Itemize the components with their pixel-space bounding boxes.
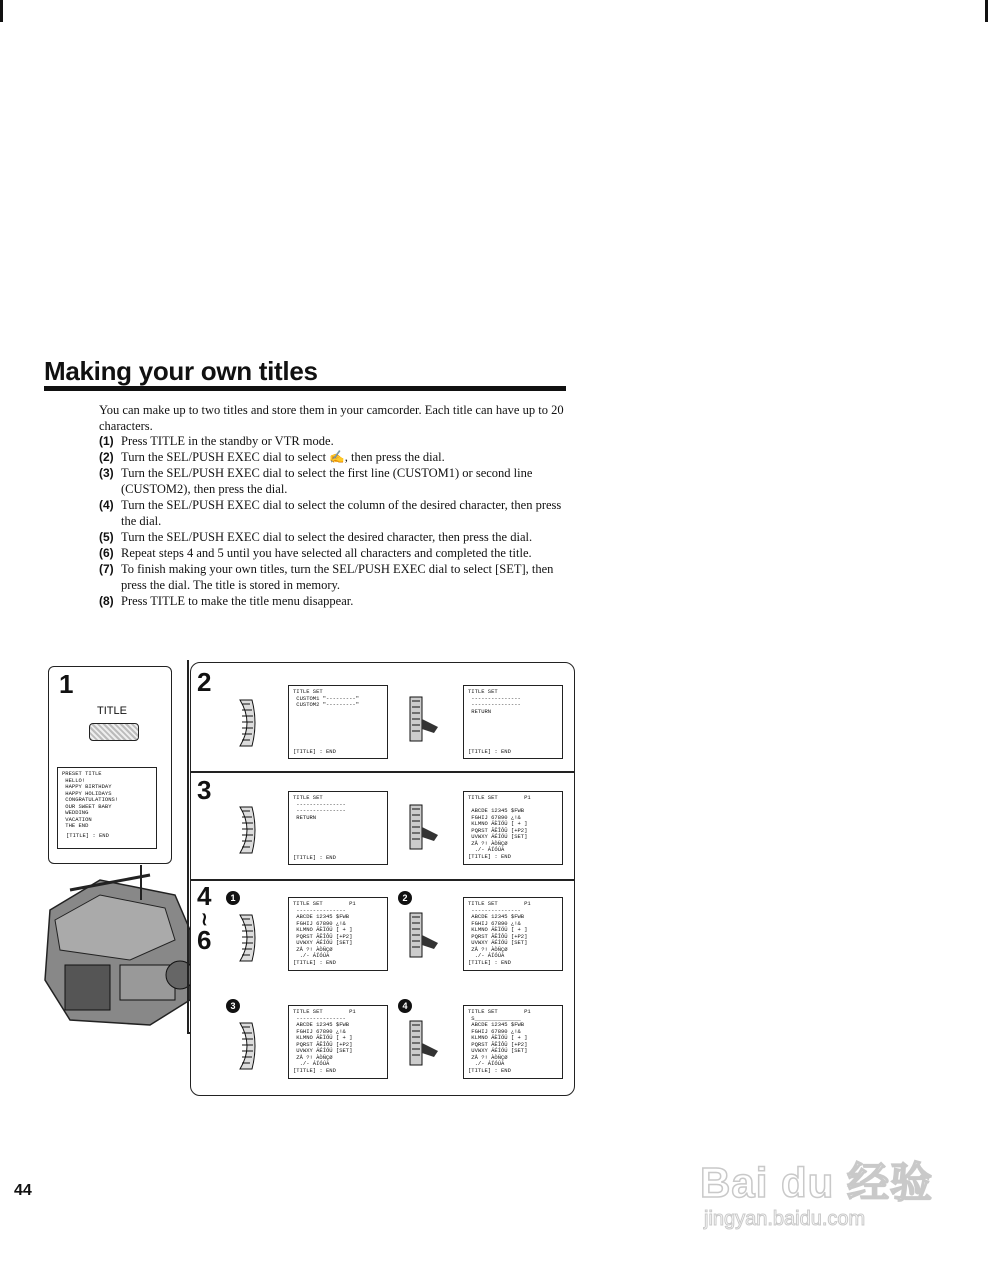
substep-circle-3: 3 (226, 999, 240, 1013)
step-text: Repeat steps 4 and 5 until you have selected all characters and completed the title. (121, 546, 532, 560)
step-number: (3) (99, 466, 114, 480)
instruction-figure (40, 660, 585, 1100)
step-number: (8) (99, 594, 114, 608)
hand-press-icon (406, 1017, 440, 1069)
step-item (99, 465, 569, 497)
baidu-watermark (700, 1150, 940, 1245)
step4-screen-4: TITLE SET P1 S______________ ABCDE 12345 $FWB FGHIJ 67890 ¿!& KLMNO ÄÈÏÖÜ [ + ] PQRST ÂÊÎÔÛ [+P2] UVWXY ÁÉÍÓÚ [SET] ZÅ ?! ÀÒÑÇØ ./- ÁÍÓÚÃ [TITLE] : END (463, 1005, 563, 1079)
watermark-logo-text: Bai du 经验 (700, 1159, 934, 1206)
screen-footer: [TITLE] : END (468, 747, 511, 755)
screen-text: TITLE SET --------------- --------------- RETURN (293, 794, 346, 821)
step-item (99, 561, 569, 593)
step-text: Press TITLE to make the title menu disappear. (121, 594, 354, 608)
step-item (99, 593, 569, 609)
panel-divider (191, 771, 574, 773)
camcorder-illustration (40, 870, 200, 1030)
screen-footer: [TITLE] : END (293, 747, 336, 755)
step-item (99, 433, 569, 449)
dial-icon (236, 913, 258, 963)
step3-screen-a (288, 791, 388, 865)
step3-number: 3 (197, 775, 212, 805)
step2-number: 2 (197, 667, 212, 697)
title-button (89, 723, 139, 741)
hand-press-icon (406, 909, 440, 961)
heading-rule (44, 386, 566, 391)
step-number: (1) (99, 434, 114, 448)
step2-screen-b (463, 685, 563, 759)
preset-title-screen-footer: [TITLE] : END (66, 832, 109, 839)
screen-text: TITLE SET CUSTOM1 "---------" CUSTOM2 "---------" (293, 688, 360, 708)
step-range-tilde: ≀ (201, 909, 208, 929)
dial-icon (236, 1021, 258, 1071)
step-item (99, 497, 569, 529)
step2-screen-a (288, 685, 388, 759)
intro-paragraph: You can make up to two titles and store them in your camcorder. Each title can have up to 20 characters. (99, 403, 564, 433)
screen-text: TITLE SET --------------- --------------- RETURN (468, 688, 521, 715)
step-text: Turn the SEL/PUSH EXEC dial to select ✍, then press the dial. (121, 450, 445, 464)
step-text: To finish making your own titles, turn the SEL/PUSH EXEC dial to select [SET], then press the dial. The title is stored in memory. (121, 562, 554, 592)
step4-screen-1: TITLE SET P1 --------------- ABCDE 12345 $FWB FGHIJ 67890 ¿!& KLMNO ÄÈÏÖÜ [ + ] PQRST ÂÊÎÔÛ [+P2] UVWXY ÁÉÍÓÚ [SET] ZÅ ?! ÀÒÑÇØ ./- ÁÍÓÚÃ [TITLE] : END (288, 897, 388, 971)
dial-icon (236, 698, 258, 748)
preset-title-screen: PRESET TITLE HELLO! HAPPY BIRTHDAY HAPPY HOLIDAYS CONGRATULATIONS! OUR SWEET BABY WEDDING VACATION THE END (57, 767, 157, 849)
dial-icon (236, 805, 258, 855)
step-text: Turn the SEL/PUSH EXEC dial to select the column of the desired character, then press the dial. (121, 498, 562, 528)
section-heading: Making your own titles (44, 356, 318, 386)
step-item (99, 545, 569, 561)
step-number: (2) (99, 450, 114, 464)
step-number: (6) (99, 546, 114, 560)
step-item (99, 529, 569, 545)
step1-number: 1 (59, 669, 74, 699)
step-item (99, 449, 569, 465)
substep-circle-2: 2 (398, 891, 412, 905)
panel-divider (191, 879, 574, 881)
page-edge-mark-left (0, 0, 3, 22)
step-number: (7) (99, 562, 114, 576)
step4-number: 4 (197, 881, 212, 911)
title-button-label: TITLE (97, 705, 127, 717)
step-text: Press TITLE in the standby or VTR mode. (121, 434, 334, 448)
screen-footer: [TITLE] : END (293, 853, 336, 861)
leader-line (140, 865, 142, 900)
watermark-url: jingyan.baidu.com (704, 1208, 866, 1230)
step3-screen-b: TITLE SET P1 ABCDE 12345 $FWB FGHIJ 67890 ¿!& KLMNO ÄÈÏÖÜ [ + ] PQRST ÂÊÎÔÛ [+P2] UVWXY ÁÉÍÓÚ [SET] ZÅ ?! ÀÒÑÇØ ./- ÁÍÓÚÃ [TITLE] : END (463, 791, 563, 865)
substep-circle-1: 1 (226, 891, 240, 905)
step-number: (4) (99, 498, 114, 512)
step4-screen-2: TITLE SET P1 --------------- ABCDE 12345 $FWB FGHIJ 67890 ¿!& KLMNO ÄÈÏÖÜ [ + ] PQRST ÂÊÎÔÛ [+P2] UVWXY ÁÉÍÓÚ [SET] ZÅ ?! ÀÒÑÇØ ./- ÁÍÓÚÃ [TITLE] : END (463, 897, 563, 971)
page-edge-mark-right (985, 0, 988, 22)
page-number: 44 (14, 1182, 32, 1199)
hand-press-icon (406, 801, 440, 853)
step6-number: 6 (197, 925, 212, 955)
leader-line (187, 660, 189, 1032)
substep-circle-4: 4 (398, 999, 412, 1013)
step-number: (5) (99, 530, 114, 544)
hand-press-icon (406, 693, 440, 745)
steps-panel (190, 662, 575, 1096)
steps-list (99, 433, 569, 609)
step4-screen-3: TITLE SET P1 --------------- ABCDE 12345 $FWB FGHIJ 67890 ¿!& KLMNO ÄÈÏÖÜ [ + ] PQRST ÂÊÎÔÛ [+P2] UVWXY ÁÉÍÓÚ [SET] ZÅ ?! ÀÒÑÇØ ./- ÁÍÓÚÃ [TITLE] : END (288, 1005, 388, 1079)
step-text: Turn the SEL/PUSH EXEC dial to select the desired character, then press the dial. (121, 530, 533, 544)
step-text: Turn the SEL/PUSH EXEC dial to select the first line (CUSTOM1) or second line (CUSTOM2), then press the dial. (121, 466, 533, 496)
